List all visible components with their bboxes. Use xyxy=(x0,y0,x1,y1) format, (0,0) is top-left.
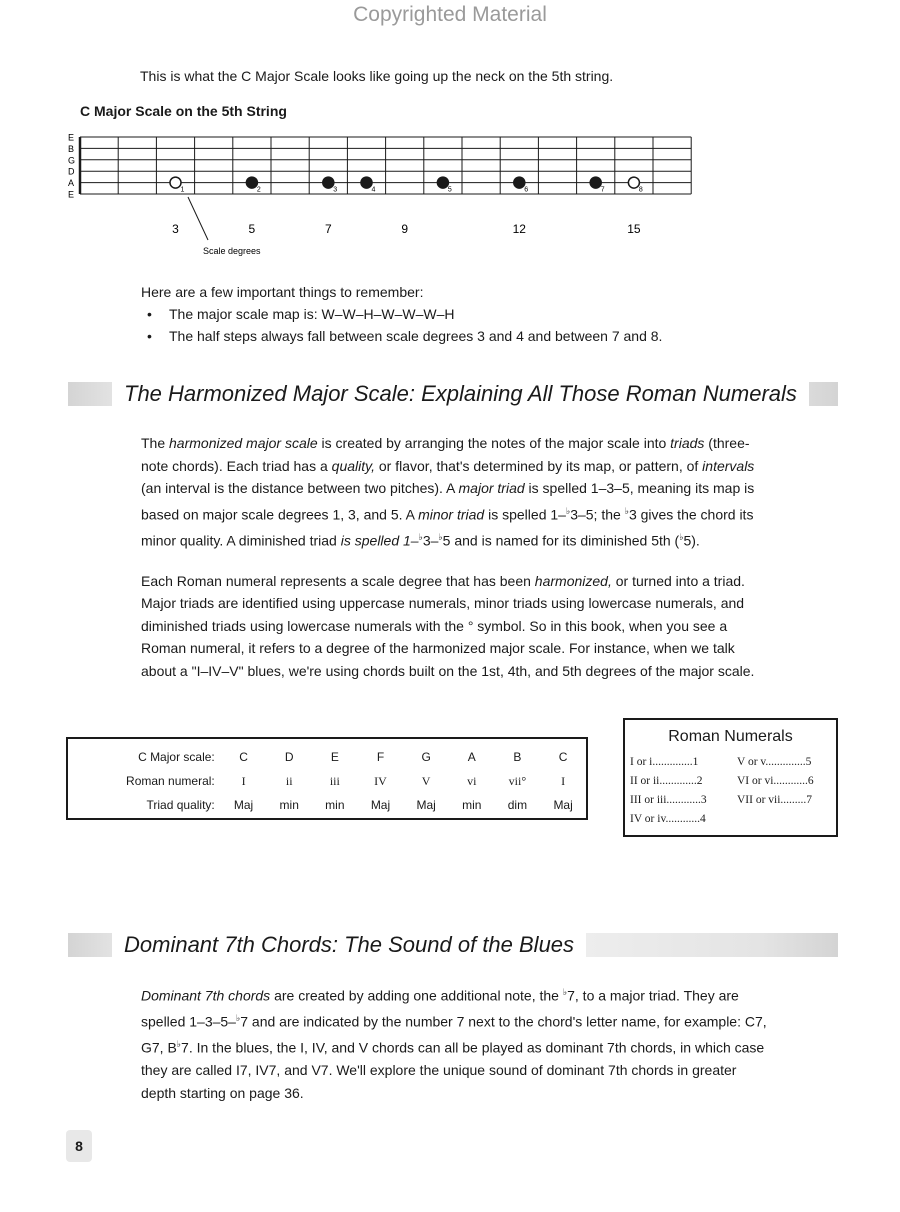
flat-sign: ♭ xyxy=(624,505,629,516)
table-cell: Maj xyxy=(233,798,254,812)
roman-list-right xyxy=(737,753,814,810)
text-run: or turned into a triad. Major triads are identified using uppercase numerals, minor triads using lowercase numerals, and diminished triads using lowercase numerals with the ° symbol. So in this book, when you see a Roman numeral, it refers to a degree of the harmonized major scale. For instance, when we talk about a "I–IV–V" blues, we're using chords built on the 1st, 4th, and 5th degrees of the major scale. xyxy=(141,572,755,679)
scale-degree-number: 7 xyxy=(600,186,605,194)
flat-sign: ♭ xyxy=(418,531,423,542)
table-cell: V xyxy=(421,773,431,788)
table-row-qualities xyxy=(74,793,586,817)
remember-block xyxy=(141,281,781,347)
flat-sign: ♭ xyxy=(176,1039,182,1050)
flat-sign: ♭ xyxy=(438,531,443,542)
scale-degree-number: 4 xyxy=(371,186,376,194)
copyright-watermark: Copyrighted Material xyxy=(353,3,547,26)
roman-list-left xyxy=(630,753,707,829)
text-run: is created by arranging the notes of the major scale into xyxy=(317,435,671,451)
italic-term: minor triad xyxy=(418,506,485,523)
section-title: The Harmonized Major Scale: Explaining All Those Roman Numerals xyxy=(112,374,809,414)
text-run: 5 and is named for its diminished 5th ( xyxy=(442,532,680,549)
string-label: B xyxy=(68,143,75,154)
scale-degree-number: 8 xyxy=(638,186,643,194)
table-cell: vi xyxy=(467,773,477,788)
roman-numerals-title: Roman Numerals xyxy=(668,728,793,745)
table-cell: min xyxy=(325,798,345,812)
table-cell: IV xyxy=(374,773,387,788)
section-title: Dominant 7th Chords: The Sound of the Blues xyxy=(112,925,586,965)
remember-item: • The major scale map is: W–W–H–W–W–W–H xyxy=(169,303,781,325)
scale-note xyxy=(323,177,334,188)
string-label: D xyxy=(68,166,75,177)
table-cell: C xyxy=(558,750,568,764)
section1-body xyxy=(141,432,769,700)
remember-list xyxy=(141,303,781,347)
section-heading-harmonized xyxy=(68,374,838,414)
text-run: 7. In the blues, the I, IV, and V chords can all be played as dominant 7th chords, in which case they are called I7, IV7, and V7. We'll explore the unique sound of dominant 7th chords in greater depth starting on page 36. xyxy=(141,1039,765,1101)
table-cell: ii xyxy=(285,773,293,788)
italic-term: quality, xyxy=(331,457,375,474)
scale-degree-number: 5 xyxy=(447,186,452,194)
row-label: Triad quality: xyxy=(146,798,215,812)
italic-term: Dominant 7th chords xyxy=(141,987,271,1004)
section2-body xyxy=(141,981,769,1122)
text-run: 3– xyxy=(422,532,439,549)
text-run: or flavor, that's determined by its map, or pattern, of xyxy=(375,457,703,474)
roman-entry: VII or vii.........7 xyxy=(737,794,813,806)
scale-note xyxy=(361,177,372,188)
table-cell: I xyxy=(561,773,566,788)
text-run: The xyxy=(141,435,170,451)
text-run: is spelled 1– xyxy=(484,506,566,523)
italic-term: major triad xyxy=(458,480,525,496)
flat-sign: ♭ xyxy=(235,1013,241,1024)
string-label: E xyxy=(68,132,75,143)
table-row-notes xyxy=(74,745,586,769)
scale-note xyxy=(170,177,181,188)
roman-entry: III or iii............3 xyxy=(630,794,707,806)
text-run: 5). xyxy=(683,532,700,549)
text-run: diminished triad xyxy=(238,532,337,549)
italic-term: triads xyxy=(670,435,705,451)
fret-number: 3 xyxy=(172,222,179,236)
table-cell: Maj xyxy=(416,798,436,812)
paragraph-harmonized-scale xyxy=(141,432,769,552)
italic-term: intervals xyxy=(702,457,755,474)
roman-entry: II or ii.............2 xyxy=(630,775,703,787)
fret-number: 7 xyxy=(324,222,332,236)
table-row-numerals xyxy=(74,769,586,793)
text-run: Each Roman numeral represents a scale degree that has been xyxy=(141,572,535,589)
italic-term: harmonized major scale xyxy=(169,435,318,451)
page-number: 8 xyxy=(66,1130,92,1162)
roman-numerals-box xyxy=(623,718,838,837)
table-cell: iii xyxy=(329,773,340,788)
table-cell: Maj xyxy=(370,798,391,812)
scale-degrees-pointer xyxy=(188,197,208,240)
fret-number: 15 xyxy=(627,222,641,236)
scale-degree-number: 1 xyxy=(180,186,185,194)
table-cell: E xyxy=(330,750,339,764)
scale-note xyxy=(514,177,525,188)
flat-sign: ♭ xyxy=(679,531,684,542)
italic-term: is spelled 1– xyxy=(336,532,419,549)
fretboard-diagram xyxy=(60,130,700,270)
scale-note xyxy=(246,177,257,188)
table-cell: min xyxy=(462,798,482,812)
table-cell: A xyxy=(467,750,476,764)
table-cell: min xyxy=(279,798,299,812)
remember-heading: Here are a few important things to remember: xyxy=(141,284,424,300)
scale-degree-number: 2 xyxy=(256,186,261,194)
harmonized-scale-table xyxy=(66,737,588,820)
flat-sign: ♭ xyxy=(565,505,571,516)
section-heading-dominant xyxy=(68,925,838,965)
scale-degree-number: 3 xyxy=(333,186,338,194)
text-run: (three-note chords). Each triad has a xyxy=(141,435,750,474)
table-cell: vii° xyxy=(508,773,527,788)
table-cell: D xyxy=(284,750,294,764)
table-cell: B xyxy=(513,750,522,764)
text-run: 7, to a major triad. They are spelled 1–3–5– xyxy=(141,987,739,1030)
fret-number: 9 xyxy=(401,222,409,236)
roman-entry: I or i..............1 xyxy=(630,756,699,768)
roman-entry: VI or vi............6 xyxy=(737,775,814,787)
text-run: 3 gives the chord its minor quality. A xyxy=(141,506,754,549)
scale-note xyxy=(590,177,601,188)
scale-note xyxy=(628,177,639,188)
remember-item: • The half steps always fall between scale degrees 3 and 4 and between 7 and 8. xyxy=(169,325,781,347)
diagram-title: C Major Scale on the 5th String xyxy=(80,103,287,119)
scale-degree-number: 6 xyxy=(524,186,529,194)
scale-note xyxy=(437,177,448,188)
intro-text: This is what the C Major Scale looks like going up the neck on the 5th string. xyxy=(140,68,614,84)
table-cell: C xyxy=(239,750,248,764)
table-cell: Maj xyxy=(553,798,573,812)
string-label: G xyxy=(68,155,76,166)
paragraph-roman-numerals xyxy=(141,570,769,683)
row-label: Roman numeral: xyxy=(126,774,215,788)
scale-degrees-label: Scale degrees xyxy=(203,246,261,256)
italic-term: harmonized, xyxy=(534,572,612,589)
roman-entry: V or v..............5 xyxy=(737,756,812,768)
table-cell: I xyxy=(241,773,246,788)
table-cell: dim xyxy=(507,798,528,812)
flat-sign: ♭ xyxy=(562,987,568,997)
string-label: A xyxy=(68,178,75,189)
text-run: 7 and are indicated by the number 7 next to the chord's letter name, for example: C7, G7, B xyxy=(141,1013,767,1056)
roman-entry: IV or iv............4 xyxy=(630,813,706,825)
string-label: E xyxy=(68,189,75,200)
text-run: are created by adding one additional note, the xyxy=(270,987,563,1004)
text-run: is spelled 1–3–5, meaning its map is based on major scale degrees 1, 3, and 5. A xyxy=(141,480,755,523)
text-run: (an interval is the distance between two pitches). A xyxy=(141,480,459,496)
paragraph-dominant-7th xyxy=(141,981,769,1104)
table-cell: F xyxy=(376,750,385,764)
text-run: 3–5; the xyxy=(570,506,625,523)
fret-number: 12 xyxy=(512,222,526,236)
row-label: C Major scale: xyxy=(138,750,215,764)
fret-number: 5 xyxy=(248,222,256,236)
table-cell: G xyxy=(421,750,431,764)
